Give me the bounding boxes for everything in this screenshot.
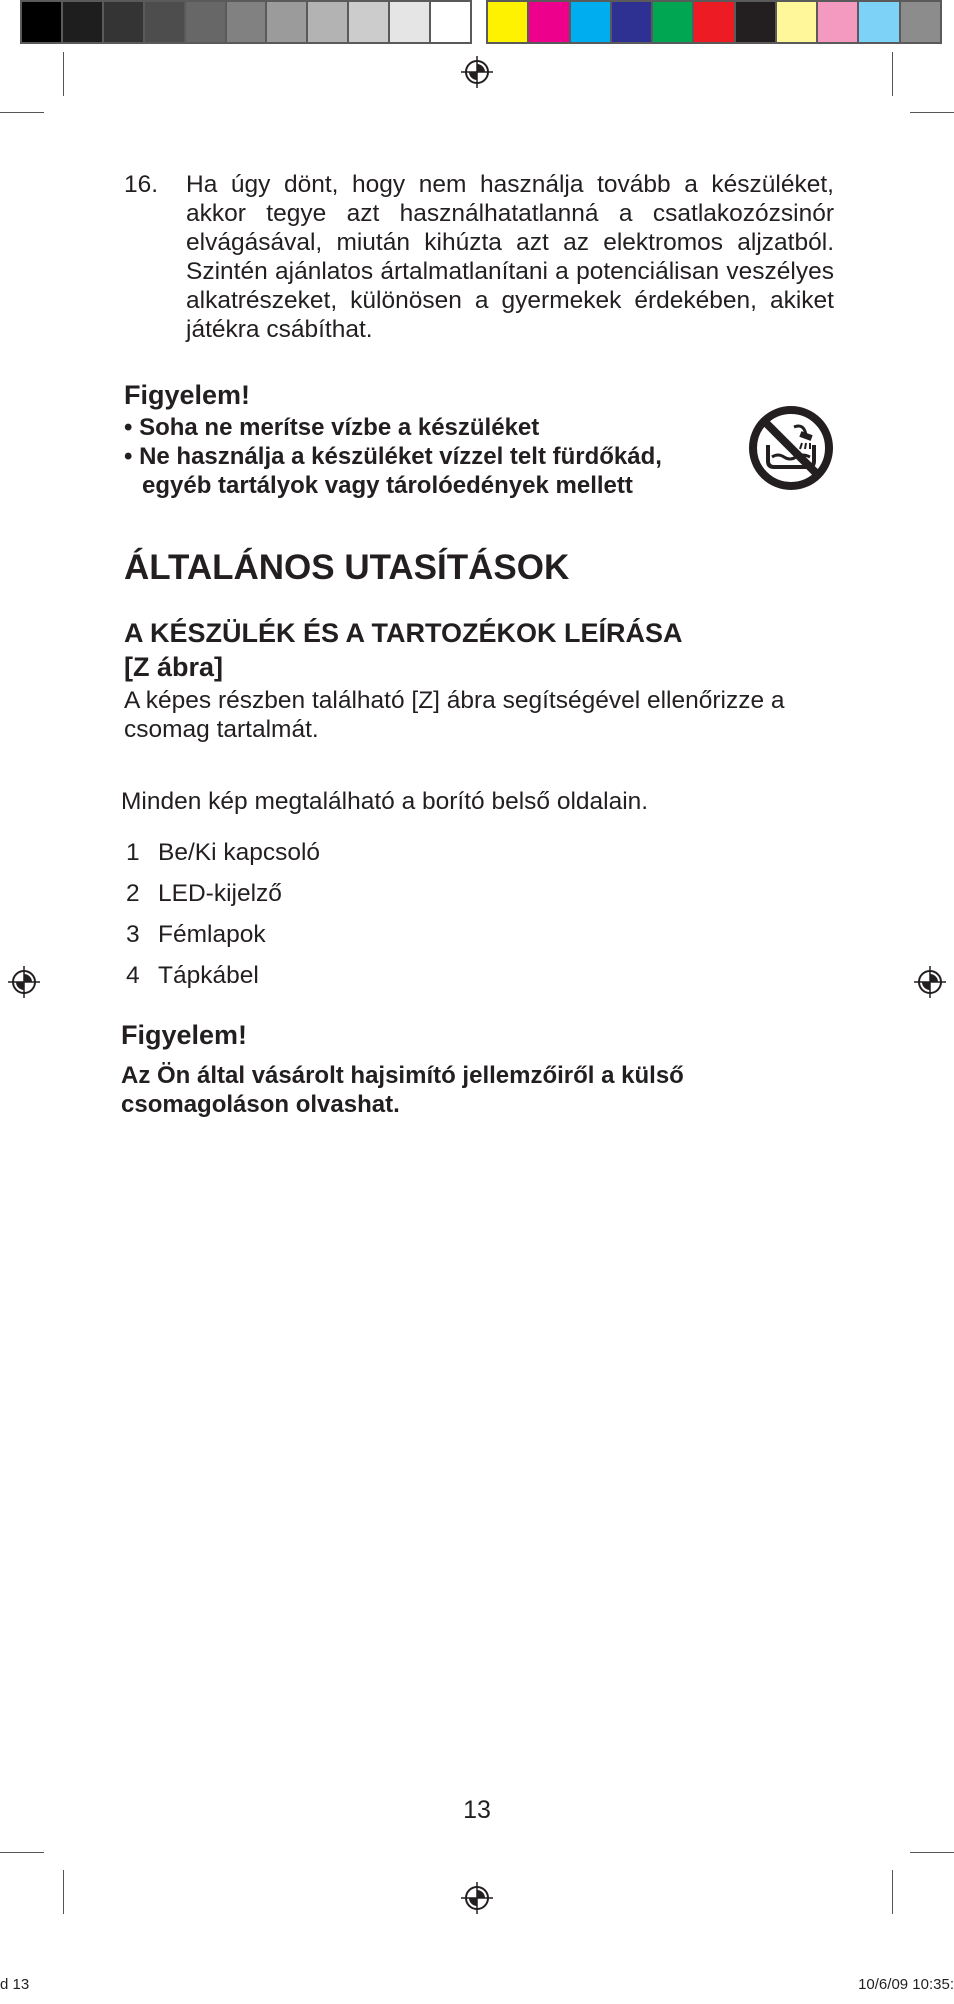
swatch bbox=[349, 2, 390, 42]
crop-mark bbox=[910, 112, 954, 113]
list-item bbox=[126, 873, 834, 914]
no-water-icon bbox=[748, 405, 834, 491]
swatch bbox=[777, 2, 818, 42]
swatch bbox=[901, 2, 940, 42]
slug-left: d 13 bbox=[0, 1976, 30, 1993]
numbered-item bbox=[124, 170, 834, 344]
swatch bbox=[653, 2, 694, 42]
item-number: 16. bbox=[124, 171, 159, 198]
swatch bbox=[308, 2, 349, 42]
swatch bbox=[612, 2, 653, 42]
subtitle-line: A KÉSZÜLÉK ÉS A TARTOZÉKOK LEÍRÁSA bbox=[124, 618, 683, 648]
swatch bbox=[571, 2, 612, 42]
grayscale-color-bar bbox=[20, 0, 472, 44]
warning-title: Figyelem! bbox=[121, 1020, 248, 1050]
swatch bbox=[63, 2, 104, 42]
process-color-bar bbox=[486, 0, 942, 44]
registration-mark-icon bbox=[914, 966, 946, 998]
crop-mark bbox=[0, 1852, 44, 1853]
swatch bbox=[267, 2, 308, 42]
page-number: 13 bbox=[463, 1796, 491, 1824]
list-item bbox=[126, 955, 834, 996]
note-text: Minden kép megtalálható a borító belső oldalain. bbox=[121, 788, 649, 815]
registration-mark-icon bbox=[461, 56, 493, 88]
swatch bbox=[529, 2, 570, 42]
swatch bbox=[736, 2, 777, 42]
section-title: ÁLTALÁNOS UTASÍTÁSOK bbox=[124, 548, 570, 587]
intro-text: A képes részben található [Z] ábra segítségével ellenőrizze a csomag tartalmát. bbox=[124, 687, 785, 743]
part-number: 3 bbox=[126, 920, 140, 948]
crop-mark bbox=[910, 1852, 954, 1853]
part-label: Be/Ki kapcsoló bbox=[158, 838, 321, 866]
swatch bbox=[431, 2, 470, 42]
item-text: Ha úgy dönt, hogy nem használja tovább a készüléket, akkor tegye azt használhatatlanná a csatlakozózsinór elvágásával, miután kihúzta azt az elektromos aljzatból. Szintén ajánlatos ártalmatlanítani a potenciálisan veszélyes alkatrészeket, különösen a gyermekek érdekében, akiket játékra csábíthat. bbox=[186, 171, 834, 343]
warning-block bbox=[124, 413, 834, 500]
warning-title: Figyelem! bbox=[124, 380, 251, 410]
subtitle-line: [Z ábra] bbox=[124, 652, 224, 682]
swatch bbox=[390, 2, 431, 42]
parts-list bbox=[126, 832, 834, 996]
list-item bbox=[126, 914, 834, 955]
part-number: 2 bbox=[126, 879, 140, 907]
warning-text: Az Ön által vásárolt hajsimító jellemzőiről a külső csomagoláson olvashat. bbox=[121, 1062, 684, 1118]
part-label: Tápkábel bbox=[158, 961, 259, 989]
part-number: 1 bbox=[126, 838, 140, 866]
crop-mark bbox=[63, 52, 64, 96]
swatch bbox=[488, 2, 529, 42]
swatch bbox=[694, 2, 735, 42]
warning-item: • Ne használja a készüléket vízzel telt fürdőkád, egyéb tartályok vagy tárolóedények mellett bbox=[124, 442, 724, 500]
warning-item: • Soha ne merítse vízbe a készüléket bbox=[124, 413, 724, 442]
part-label: LED-kijelző bbox=[158, 879, 282, 907]
registration-mark-icon bbox=[461, 1882, 493, 1914]
slug-right: 10/6/09 10:35: bbox=[858, 1976, 954, 1993]
part-label: Fémlapok bbox=[158, 920, 266, 948]
swatch bbox=[145, 2, 186, 42]
swatch bbox=[104, 2, 145, 42]
registration-mark-icon bbox=[8, 966, 40, 998]
crop-mark bbox=[892, 52, 893, 96]
crop-mark bbox=[0, 112, 44, 113]
swatch bbox=[186, 2, 227, 42]
swatch bbox=[818, 2, 859, 42]
swatch bbox=[859, 2, 900, 42]
list-item bbox=[126, 832, 834, 873]
swatch bbox=[22, 2, 63, 42]
section-subtitle bbox=[124, 616, 834, 684]
warning-list bbox=[124, 413, 724, 500]
crop-mark bbox=[892, 1870, 893, 1914]
crop-mark bbox=[63, 1870, 64, 1914]
page-content bbox=[121, 170, 834, 1119]
swatch bbox=[227, 2, 268, 42]
part-number: 4 bbox=[126, 961, 140, 989]
